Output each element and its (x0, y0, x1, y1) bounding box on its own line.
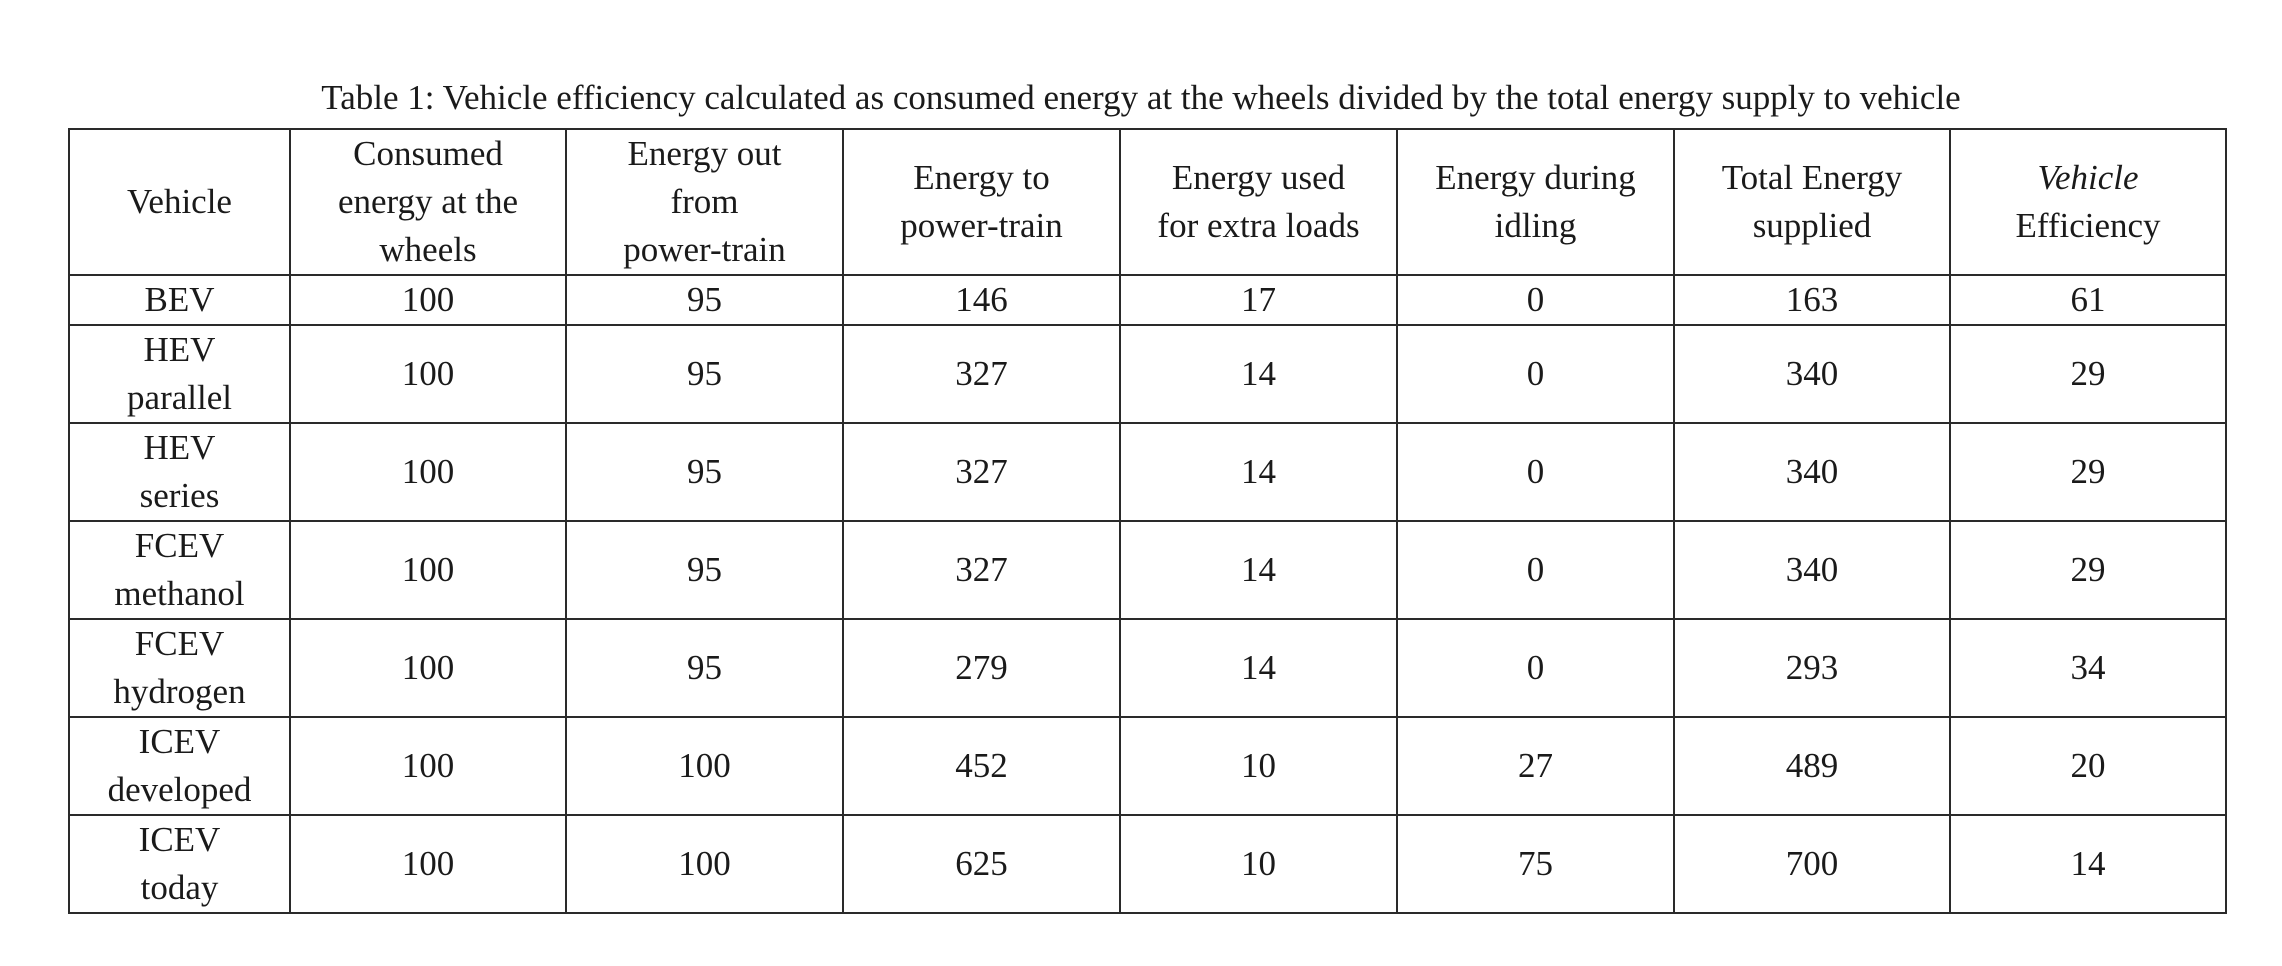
caption-label: Table 1: (321, 78, 435, 117)
header-consumed-energy (290, 129, 566, 275)
vehicle-cell (69, 619, 290, 717)
table-row (69, 521, 2226, 619)
value-cell: 17 (1120, 275, 1397, 325)
value-cell: 10 (1120, 815, 1397, 913)
vehicle-name: BEV (144, 280, 215, 319)
table-row (69, 325, 2226, 423)
value-cell: 10 (1120, 717, 1397, 815)
vehicle-cell (69, 275, 290, 325)
value-cell: 293 (1674, 619, 1950, 717)
header-line: power-train (900, 206, 1063, 245)
value-cell: 0 (1397, 423, 1674, 521)
vehicle-name: ICEV (138, 722, 221, 761)
vehicle-name: FCEV (134, 526, 225, 565)
header-energy-out (566, 129, 843, 275)
header-line: Vehicle (127, 182, 232, 221)
header-line: Energy during (1435, 158, 1636, 197)
value-cell: 0 (1397, 275, 1674, 325)
value-cell: 34 (1950, 619, 2226, 717)
table-header (69, 129, 2226, 275)
vehicle-cell (69, 423, 290, 521)
header-total-energy (1674, 129, 1950, 275)
value-cell: 95 (566, 521, 843, 619)
header-line: Vehicle (2037, 158, 2139, 197)
value-cell: 14 (1120, 423, 1397, 521)
value-cell: 95 (566, 619, 843, 717)
value-cell: 700 (1674, 815, 1950, 913)
value-cell: 27 (1397, 717, 1674, 815)
header-line: Consumed (353, 134, 503, 173)
value-cell: 14 (1120, 521, 1397, 619)
table-row (69, 619, 2226, 717)
value-cell: 327 (843, 325, 1120, 423)
value-cell: 279 (843, 619, 1120, 717)
value-cell: 29 (1950, 423, 2226, 521)
header-line: wheels (379, 230, 477, 269)
value-cell: 327 (843, 423, 1120, 521)
header-line: Energy out (627, 134, 782, 173)
vehicle-cell (69, 521, 290, 619)
value-cell: 340 (1674, 325, 1950, 423)
value-cell: 0 (1397, 521, 1674, 619)
vehicle-efficiency-table (68, 128, 2227, 914)
header-line: power-train (623, 230, 786, 269)
vehicle-cell (69, 325, 290, 423)
value-cell: 100 (566, 717, 843, 815)
vehicle-variant: developed (107, 770, 252, 809)
value-cell: 625 (843, 815, 1120, 913)
value-cell: 100 (566, 815, 843, 913)
header-line: energy at the (337, 182, 519, 221)
header-line: Efficiency (2015, 206, 2161, 245)
value-cell: 340 (1674, 521, 1950, 619)
value-cell: 100 (290, 325, 566, 423)
header-line: Energy used (1171, 158, 1346, 197)
value-cell: 61 (1950, 275, 2226, 325)
vehicle-variant: parallel (127, 378, 232, 417)
vehicle-name: ICEV (138, 820, 221, 859)
caption-text: Vehicle efficiency calculated as consumed energy at the wheels divided by the total energy supply to vehicle (442, 78, 1961, 117)
value-cell: 100 (290, 717, 566, 815)
table-row (69, 717, 2226, 815)
vehicle-cell (69, 815, 290, 913)
vehicle-cell (69, 717, 290, 815)
table-row (69, 275, 2226, 325)
value-cell: 14 (1120, 325, 1397, 423)
value-cell: 163 (1674, 275, 1950, 325)
value-cell: 100 (290, 619, 566, 717)
table-body (69, 275, 2226, 913)
header-idling (1397, 129, 1674, 275)
value-cell: 20 (1950, 717, 2226, 815)
header-line: for extra loads (1157, 206, 1360, 245)
value-cell: 100 (290, 275, 566, 325)
vehicle-name: FCEV (134, 624, 225, 663)
value-cell: 95 (566, 423, 843, 521)
vehicle-name: HEV (143, 330, 216, 369)
table-row (69, 423, 2226, 521)
table-caption (0, 76, 2282, 120)
vehicle-variant: methanol (114, 574, 245, 613)
value-cell: 14 (1120, 619, 1397, 717)
value-cell: 95 (566, 275, 843, 325)
header-line: idling (1494, 206, 1577, 245)
header-row (69, 129, 2226, 275)
header-energy-to-powertrain (843, 129, 1120, 275)
value-cell: 95 (566, 325, 843, 423)
header-vehicle (69, 129, 290, 275)
value-cell: 0 (1397, 325, 1674, 423)
table-row (69, 815, 2226, 913)
header-line: from (670, 182, 739, 221)
header-vehicle-efficiency (1950, 129, 2226, 275)
value-cell: 146 (843, 275, 1120, 325)
value-cell: 29 (1950, 521, 2226, 619)
value-cell: 14 (1950, 815, 2226, 913)
value-cell: 29 (1950, 325, 2226, 423)
header-extra-loads (1120, 129, 1397, 275)
vehicle-variant: series (139, 476, 220, 515)
header-line: Energy to (913, 158, 1050, 197)
vehicle-variant: today (140, 868, 219, 907)
vehicle-name: HEV (143, 428, 216, 467)
value-cell: 0 (1397, 619, 1674, 717)
value-cell: 489 (1674, 717, 1950, 815)
value-cell: 327 (843, 521, 1120, 619)
value-cell: 100 (290, 815, 566, 913)
header-line: Total Energy (1721, 158, 1903, 197)
value-cell: 75 (1397, 815, 1674, 913)
value-cell: 100 (290, 423, 566, 521)
header-line: supplied (1752, 206, 1872, 245)
vehicle-variant: hydrogen (113, 672, 246, 711)
value-cell: 100 (290, 521, 566, 619)
value-cell: 452 (843, 717, 1120, 815)
value-cell: 340 (1674, 423, 1950, 521)
